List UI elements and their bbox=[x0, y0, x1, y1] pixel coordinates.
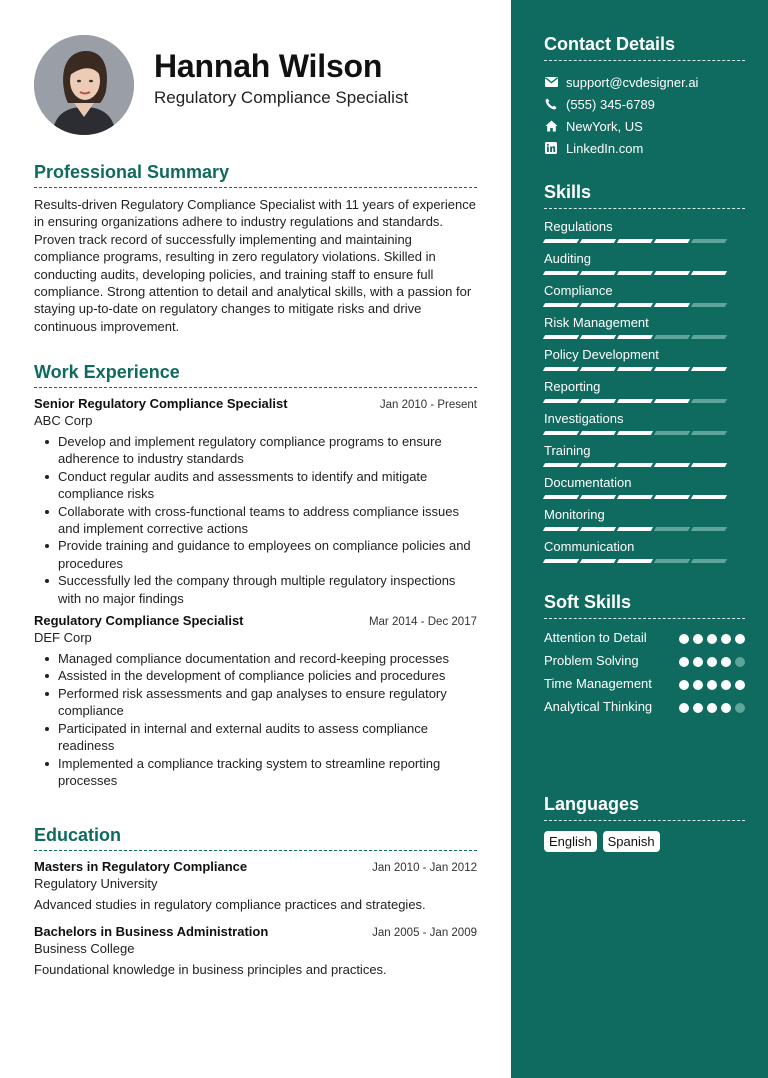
skills-section bbox=[544, 182, 745, 571]
education-section bbox=[34, 825, 477, 985]
soft-skill-rating bbox=[679, 652, 745, 667]
skill-level-segment bbox=[617, 495, 653, 499]
rating-dot bbox=[693, 657, 703, 667]
skill-level-segment bbox=[654, 463, 690, 467]
skill-level-segment bbox=[580, 271, 616, 275]
skill-level-segment bbox=[580, 367, 616, 371]
skill-level-segment bbox=[580, 431, 616, 435]
rating-dot bbox=[735, 657, 745, 667]
skill-name: Documentation bbox=[544, 475, 632, 490]
section-title: Contact Details bbox=[544, 34, 745, 61]
soft-skills-section bbox=[544, 592, 745, 721]
skill-level-segment bbox=[580, 463, 616, 467]
location-text: NewYork, US bbox=[566, 118, 643, 134]
skill-item bbox=[544, 411, 745, 443]
phone-icon bbox=[544, 97, 558, 111]
job-entry bbox=[34, 396, 477, 607]
rating-dot bbox=[735, 703, 745, 713]
list-item: Provide training and guidance to employees on compliance policies and procedures bbox=[34, 537, 477, 572]
skill-level-segment bbox=[580, 239, 616, 243]
education-entry bbox=[34, 859, 477, 912]
skill-level-segment bbox=[691, 431, 727, 435]
skill-item bbox=[544, 443, 745, 475]
skill-level-segment bbox=[654, 367, 690, 371]
skill-level-segment bbox=[543, 367, 579, 371]
education-desc: Foundational knowledge in business principles and practices. bbox=[34, 962, 387, 977]
candidate-role: Regulatory Compliance Specialist bbox=[154, 88, 409, 107]
avatar bbox=[34, 35, 134, 135]
skill-level-bar bbox=[544, 303, 745, 307]
degree-title: Bachelors in Business Administration bbox=[34, 924, 269, 939]
rating-dot bbox=[735, 680, 745, 690]
skill-level-bar bbox=[544, 559, 745, 563]
rating-dot bbox=[721, 657, 731, 667]
skill-level-segment bbox=[691, 335, 727, 339]
skill-level-segment bbox=[543, 303, 579, 307]
skill-name: Regulations bbox=[544, 219, 613, 234]
soft-skill-name: Problem Solving bbox=[544, 653, 639, 668]
job-bullets bbox=[34, 433, 477, 607]
section-title: Work Experience bbox=[34, 362, 477, 388]
experience-section bbox=[34, 362, 477, 795]
skill-level-segment bbox=[617, 463, 653, 467]
summary-section bbox=[34, 162, 477, 335]
skill-level-segment bbox=[691, 559, 727, 563]
skill-level-segment bbox=[543, 399, 579, 403]
job-title: Regulatory Compliance Specialist bbox=[34, 613, 244, 629]
skill-item bbox=[544, 251, 745, 283]
soft-skill-item bbox=[544, 698, 745, 715]
rating-dot bbox=[735, 634, 745, 644]
skill-level-bar bbox=[544, 399, 745, 403]
school-name: Regulatory University bbox=[34, 876, 158, 891]
contact-email bbox=[544, 71, 745, 93]
skill-level-segment bbox=[617, 271, 653, 275]
skill-level-segment bbox=[543, 559, 579, 563]
rating-dot bbox=[707, 657, 717, 667]
skill-level-segment bbox=[617, 559, 653, 563]
rating-dot bbox=[679, 634, 689, 644]
soft-skill-item bbox=[544, 652, 745, 669]
skill-name: Compliance bbox=[544, 283, 613, 298]
skill-level-segment bbox=[691, 271, 727, 275]
skill-item bbox=[544, 507, 745, 539]
education-entry bbox=[34, 924, 477, 977]
rating-dot bbox=[693, 680, 703, 690]
job-company: ABC Corp bbox=[34, 413, 93, 428]
rating-dot bbox=[721, 703, 731, 713]
rating-dot bbox=[721, 680, 731, 690]
skill-level-bar bbox=[544, 367, 745, 371]
contact-section bbox=[544, 34, 745, 159]
skill-item bbox=[544, 283, 745, 315]
skill-level-segment bbox=[580, 559, 616, 563]
education-date: Jan 2010 - Jan 2012 bbox=[372, 862, 477, 874]
skill-level-segment bbox=[543, 463, 579, 467]
skill-level-segment bbox=[691, 399, 727, 403]
rating-dot bbox=[721, 634, 731, 644]
skill-name: Auditing bbox=[544, 251, 591, 266]
soft-skill-name: Time Management bbox=[544, 676, 652, 691]
list-item: Successfully led the company through multiple regulatory inspections with no major findings bbox=[34, 572, 477, 607]
skill-level-segment bbox=[654, 271, 690, 275]
job-date: Jan 2010 - Present bbox=[379, 399, 477, 411]
sidebar bbox=[511, 0, 768, 1078]
skill-level-segment bbox=[654, 559, 690, 563]
skill-level-segment bbox=[617, 303, 653, 307]
envelope-icon bbox=[544, 75, 558, 89]
skill-level-bar bbox=[544, 271, 745, 275]
summary-text: Results-driven Regulatory Compliance Specialist with 11 years of experience in ensuring organizations adhere to industry regulations and standards. Proven track record of successfully implementing and maintaining compliance programs, resulting in zero regulatory violations. Skilled in conducting audits, developing policies, and training staff to ensure full compliance. Strong attention to detail and analytical skills, with a passion for staying up-to-date on regulatory changes to mitigate risks and drive continuous improvement. bbox=[34, 197, 476, 334]
skill-level-segment bbox=[580, 335, 616, 339]
skill-level-bar bbox=[544, 431, 745, 435]
skill-level-segment bbox=[654, 527, 690, 531]
linkedin-text[interactable]: LinkedIn.com bbox=[566, 140, 644, 156]
skill-name: Monitoring bbox=[544, 507, 605, 522]
phone-text: (555) 345-6789 bbox=[566, 96, 655, 112]
rating-dot bbox=[707, 634, 717, 644]
skill-level-segment bbox=[580, 303, 616, 307]
skill-level-bar bbox=[544, 335, 745, 339]
soft-skill-name: Attention to Detail bbox=[544, 630, 647, 645]
skills-list bbox=[544, 219, 745, 571]
skill-level-bar bbox=[544, 239, 745, 243]
skill-name: Risk Management bbox=[544, 315, 649, 330]
contact-linkedin bbox=[544, 137, 745, 159]
list-item: Assisted in the development of compliance policies and procedures bbox=[34, 667, 477, 684]
section-title: Education bbox=[34, 825, 477, 851]
skill-level-segment bbox=[617, 527, 653, 531]
school-name: Business College bbox=[34, 941, 135, 956]
rating-dot bbox=[707, 680, 717, 690]
list-item: Performed risk assessments and gap analyses to ensure regulatory compliance bbox=[34, 685, 477, 720]
skill-level-segment bbox=[691, 527, 727, 531]
skill-name: Investigations bbox=[544, 411, 624, 426]
skill-item bbox=[544, 379, 745, 411]
section-title: Skills bbox=[544, 182, 745, 209]
skill-level-segment bbox=[654, 431, 690, 435]
skill-item bbox=[544, 315, 745, 347]
skill-level-segment bbox=[617, 335, 653, 339]
language-badge: Spanish bbox=[603, 831, 660, 852]
skill-name: Communication bbox=[544, 539, 635, 554]
contact-location bbox=[544, 115, 745, 137]
skill-level-segment bbox=[543, 239, 579, 243]
skill-level-segment bbox=[617, 367, 653, 371]
language-badge: English bbox=[544, 831, 597, 852]
email-text[interactable]: support@cvdesigner.ai bbox=[566, 74, 699, 90]
skill-level-segment bbox=[654, 495, 690, 499]
linkedin-icon bbox=[544, 141, 558, 155]
list-item: Collaborate with cross-functional teams to address compliance issues and implement corrective actions bbox=[34, 503, 477, 538]
skill-level-segment bbox=[691, 367, 727, 371]
rating-dot bbox=[707, 703, 717, 713]
skill-level-bar bbox=[544, 463, 745, 467]
home-icon bbox=[544, 119, 558, 133]
degree-title: Masters in Regulatory Compliance bbox=[34, 859, 248, 874]
job-entry bbox=[34, 613, 477, 789]
candidate-name: Hannah Wilson bbox=[154, 48, 383, 84]
skill-name: Reporting bbox=[544, 379, 601, 394]
soft-skill-rating bbox=[679, 698, 745, 713]
list-item: Managed compliance documentation and record-keeping processes bbox=[34, 650, 477, 667]
rating-dot bbox=[693, 703, 703, 713]
skill-item bbox=[544, 347, 745, 379]
skill-level-segment bbox=[543, 431, 579, 435]
skill-level-segment bbox=[543, 495, 579, 499]
skill-item bbox=[544, 539, 745, 571]
job-title: Senior Regulatory Compliance Specialist bbox=[34, 396, 288, 411]
languages-list bbox=[544, 831, 745, 852]
skill-level-segment bbox=[617, 431, 653, 435]
skill-item bbox=[544, 475, 745, 507]
skill-level-segment bbox=[654, 335, 690, 339]
skill-level-segment bbox=[543, 335, 579, 339]
skill-level-segment bbox=[691, 463, 727, 467]
education-date: Jan 2005 - Jan 2009 bbox=[372, 927, 477, 939]
languages-section bbox=[544, 794, 745, 852]
soft-skill-item bbox=[544, 629, 745, 646]
skill-name: Training bbox=[544, 443, 591, 458]
skill-level-segment bbox=[654, 239, 690, 243]
skill-level-segment bbox=[654, 303, 690, 307]
list-item: Develop and implement regulatory compliance programs to ensure adherence to industry standards bbox=[34, 433, 477, 468]
job-bullets bbox=[34, 650, 477, 789]
skill-level-bar bbox=[544, 495, 745, 499]
rating-dot bbox=[679, 703, 689, 713]
rating-dot bbox=[693, 634, 703, 644]
skill-level-segment bbox=[691, 239, 727, 243]
list-item: Conduct regular audits and assessments to identify and mitigate compliance risks bbox=[34, 468, 477, 503]
skill-level-segment bbox=[543, 271, 579, 275]
job-company: DEF Corp bbox=[34, 630, 92, 646]
soft-skill-name: Analytical Thinking bbox=[544, 699, 653, 714]
soft-skill-rating bbox=[679, 629, 745, 644]
section-title: Professional Summary bbox=[34, 162, 477, 188]
skill-level-segment bbox=[617, 399, 653, 403]
skill-level-segment bbox=[617, 239, 653, 243]
job-date: Mar 2014 - Dec 2017 bbox=[368, 616, 477, 629]
skill-level-segment bbox=[691, 495, 727, 499]
skill-level-segment bbox=[654, 399, 690, 403]
soft-skills-list bbox=[544, 629, 745, 715]
section-title: Soft Skills bbox=[544, 592, 745, 619]
skill-level-segment bbox=[543, 527, 579, 531]
skill-level-segment bbox=[691, 303, 727, 307]
skill-item bbox=[544, 219, 745, 251]
list-item: Implemented a compliance tracking system to streamline reporting processes bbox=[34, 755, 477, 790]
rating-dot bbox=[679, 657, 689, 667]
skill-level-segment bbox=[580, 399, 616, 403]
list-item: Participated in internal and external audits to assess compliance readiness bbox=[34, 720, 477, 755]
skill-level-segment bbox=[580, 527, 616, 531]
profile-photo-icon bbox=[34, 35, 134, 135]
skill-name: Policy Development bbox=[544, 347, 659, 362]
skill-level-bar bbox=[544, 527, 745, 531]
section-title: Languages bbox=[544, 794, 745, 821]
rating-dot bbox=[679, 680, 689, 690]
education-desc: Advanced studies in regulatory compliance practices and strategies. bbox=[34, 897, 426, 912]
skill-level-segment bbox=[580, 495, 616, 499]
soft-skill-item bbox=[544, 675, 745, 692]
contact-phone bbox=[544, 93, 745, 115]
soft-skill-rating bbox=[679, 675, 745, 690]
